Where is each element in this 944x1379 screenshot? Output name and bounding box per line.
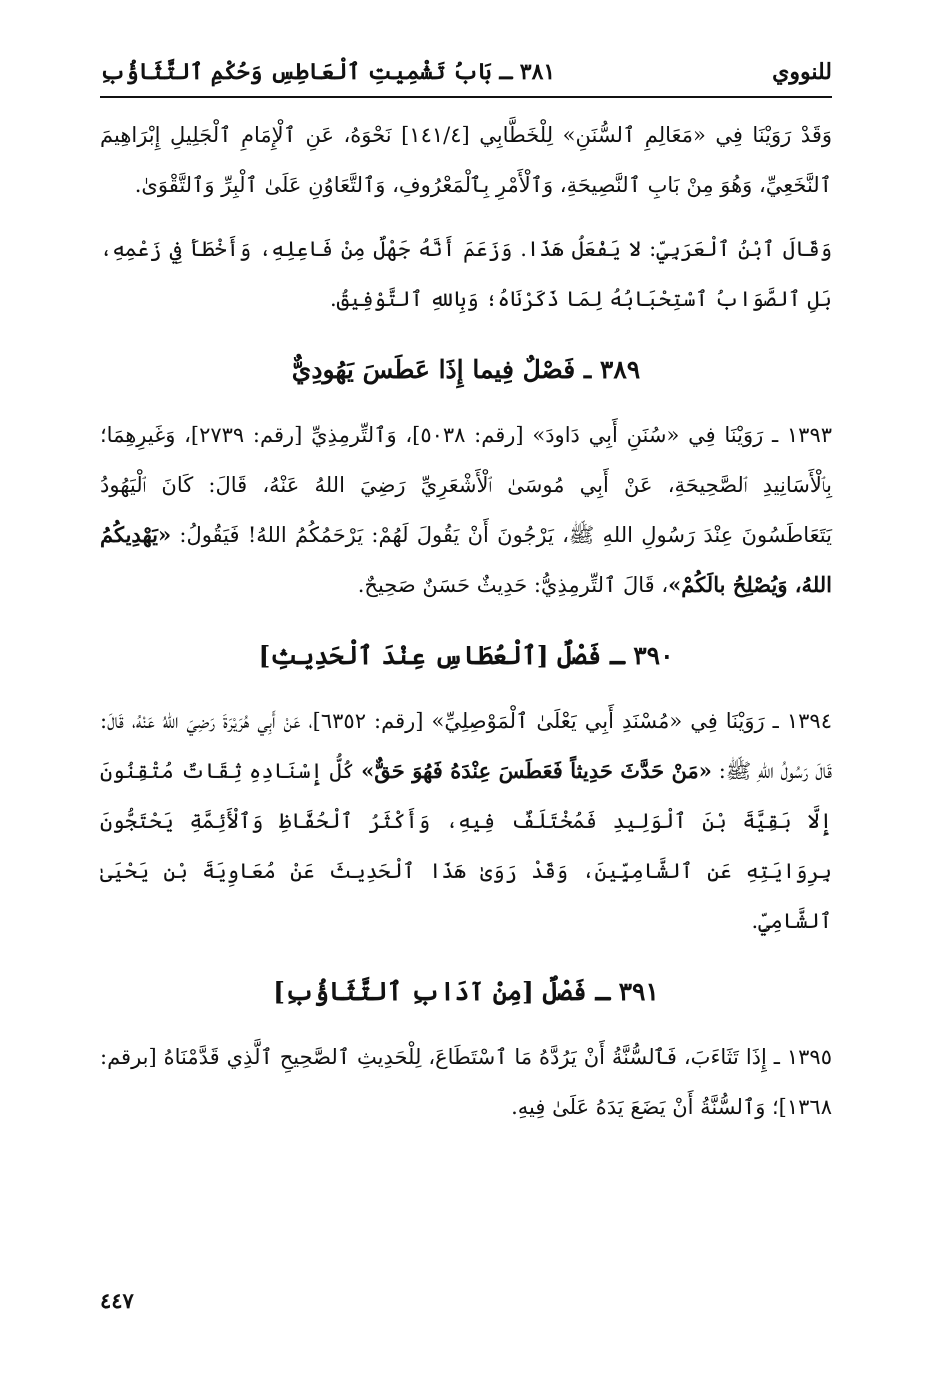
book-page <box>100 56 832 1356</box>
running-header <box>100 56 832 98</box>
hadith-quote: «يَهْدِيكُمُ اللهُ، وَيُصْلِحُ بالَكُمْ» <box>100 522 832 597</box>
header-chapter-title: ٣٨١ ـ بَابُ تَشْمِيتِ ٱلْعَاطِسِ وَحُكْمِ ٱلتَّثَاؤُبِ <box>100 59 556 85</box>
hadith-1395: ١٣٩٥ ـ إِذَا تَثَاءَبَ، فَٱلسُّنَّةُ أَنْ يَرُدَّهُ مَا ٱسْتَطَاعَ، لِلْحَدِيثِ ٱلصَّحِيحِ ٱلَّذِي قَدَّمْنَاهُ [برقم: ١٣٦٨]؛ وَٱلسُّنَّةُ أَنْ يَضَعَ يَدَهُ عَلَىٰ فِيهِ. <box>100 1045 832 1119</box>
hadith-text: ١٣٩٣ ـ رَوَيْنَا فِي «سُنَنِ أَبِي دَاودَ» [رقم: ٥٠٣٨]، وَٱلتِّرمِذِيِّ [رقم: ٢٧٣٩]، وَغَيرِهِمَا؛ بِٱلْأَسَانِيدِ ٱلصَّحِيحَةِ، عَنْ أَبِي مُوسَىٰ ٱلْأَشْعَرِيِّ رَضِيَ اللهُ عَنْهُ، قَالَ: كَانَ ٱلْيَهُودُ يَتَعَاطَسُونَ عِنْدَ رَسُولِ اللهِ ﷺ، يَرْجُونَ أَنْ يَقُولَ لَهُمْ: يَرْحَمُكُمُ اللهُ! فَيَقُولُ: <box>100 423 833 547</box>
paragraph: وَقَالَ ٱبْنُ ٱلْعَرَبِيِّ: لا يَفْعَلُ هَذَا. وَزَعَمَ أَنَّهُ جَهْلٌ مِنْ فَاعِلِهِ، وَأَخْطَأَ فِي زَعْمِهِ، بَلِ ٱلصَّوَابُ ٱسْتِحْبَابُهُ لِمَا ذَكَرْنَاهُ؛ وَبِاللهِ ٱلتَّوْفِيقُ. <box>100 237 832 311</box>
page-content <box>100 110 832 1132</box>
section-heading-391: ٣٩١ ـ فَصْلٌ [مِنْ آدَابِ ٱلتَّثَاؤُبِ] <box>273 977 659 1006</box>
header-author: للنووي <box>772 59 832 85</box>
hadith-1393 <box>100 410 832 610</box>
hadith-quote: «مَنْ حَدَّثَ حَدِيثاً فَعَطَسَ عِنْدَهُ فَهُوَ حَقٌّ» <box>361 758 712 783</box>
hadith-text: ، قَالَ ٱلتِّرمِذِيُّ: حَدِيثٌ حَسَنٌ صَحِيحٌ. <box>357 573 669 597</box>
section-heading-389: ٣٨٩ ـ فَصْلٌ فِيما إِذَا عَطَسَ يَهُودِيٌّ <box>291 355 641 384</box>
page-number: ٤٤٧ <box>100 1288 134 1313</box>
hadith-text: كُلُّ إِسْنَادِهِ ثِقَاتٌ مُتْقِنُونَ إِلَّا بَقِيَّةَ بْنَ ٱلْوَلِيدِ فَمُخْتَلَفٌ فِيهِ، وَأَكْثَرُ ٱلْحُفَّاظِ وَٱلْأَئِمَّةِ يَحْتَجُّونَ بِرِوَايَتِهِ عَنِ ٱلشَّامِيِّينَ، وَقَدْ رَوَىٰ هَذَا ٱلْحَدِيثَ عَنْ مُعَاوِيَةَ بْنِ يَحْيَىٰ ٱلشَّامِيِّ. <box>100 759 832 933</box>
section-heading-390: ٣٩٠ ـ فَصْلٌ [ٱلْعُطَاسِ عِنْدَ ٱلْحَدِيثِ] <box>258 641 674 670</box>
paragraph: وَقَدْ رَوَيْنَا فِي «مَعَالِمِ ٱلسُّنَنِ» لِلْخَطَّابِي [١٤١/٤] نَحْوَهُ، عَنِ ٱلْإِمَامِ ٱلْجَلِيلِ إِبْرَاهِيمَ ٱلنَّخَعِيِّ، وَهُوَ مِنْ بَابِ ٱلنَّصِيحَةِ، وَٱلْأَمْرِ بِٱلْمَعْرُوفِ، وَٱلتَّعَاوُنِ عَلَىٰ ٱلْبِرِّ وَٱلتَّقْوَىٰ. <box>100 123 833 197</box>
hadith-1394 <box>100 696 832 946</box>
hadith-text: ١٣٩٤ ـ رَوَيْنَا فِي «مُسْنَدِ أَبِي يَعْلَىٰ ٱلْمَوْصِلِيِّ» [رقم: ٦٣٥٢]، عَنْ أَبِي هُرَيْرَةَ رَضِيَ اللهُ عَنْهُ، قَالَ: قَالَ رَسُولُ اللهِ ﷺ: <box>100 709 832 783</box>
